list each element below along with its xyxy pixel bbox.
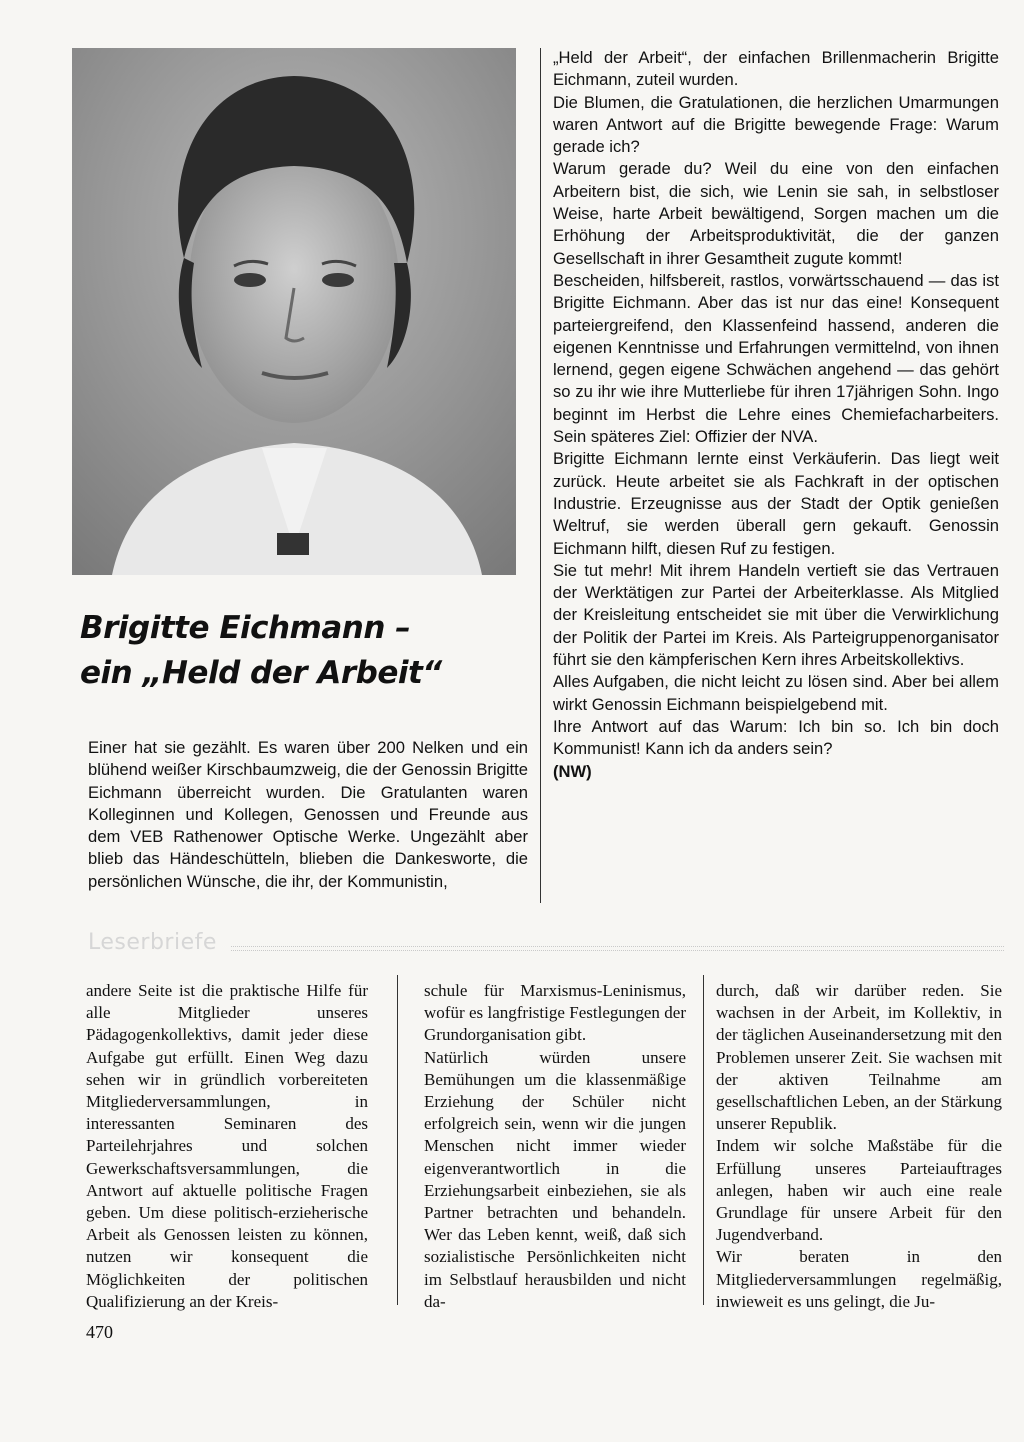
column-divider [540,48,541,903]
intro-paragraph: Einer hat sie gezählt. Es waren über 200 Nelken und ein blühend weißer Kirschbaumzweig, die der Genossin Brigitte Eichmann überreicht wurden. Die Gratulanten waren Kolleginnen und Kollegen, Genossen und Freunde aus dem VEB Rathenower Optische Werke. Ungezählt aber blieb das Händeschütteln, blieben die Dankesworte, die persönlichen Wünsche, die ihr, der Kommunistin, [88,738,528,891]
headline-line-2: ein „Held der Arbeit“ [80,655,442,691]
paragraph: Indem wir solche Maßstäbe für die Erfüllung unseres Parteiauftrages anlegen, haben wir auch eine reale Grundlage für unsere Arbeit für den Jugendverband. [716,1136,1002,1245]
paragraph: durch, daß wir darüber reden. Sie wachsen in der Arbeit, im Kollektiv, in der täglichen Auseinandersetzung mit den Problemen unserer Zeit. Sie wachsen mit der aktiven Teilnahme am gesellschaftlichen Leben, an der Stärkung unserer Republik. [716,981,1002,1134]
article-right-column [553,47,999,783]
bottom-column-3 [716,980,1002,1313]
page-number: 470 [86,1322,113,1342]
paragraph: andere Seite ist die praktische Hilfe für alle Mitglieder unseres Pädagogenkollektivs, damit jeder diese Aufgabe gut erfüllt. Einen Weg dazu sehen wir in gründlich vorbereiteten Mitgliederversammlungen, in interessanten Seminaren des Parteilehrjahres und solchen Gewerkschaftsversammlungen, die Antwort auf aktuelle politische Fragen geben. Um diese politisch-erzieherische Arbeit als Genossen leisten zu können, nutzen wir konsequent die Möglichkeiten der politischen Qualifizierung an der Kreis- [86,981,368,1311]
article-headline [80,606,520,696]
paragraph: Bescheiden, hilfsbereit, rastlos, vorwärtsschauend — das ist Brigitte Eichmann. Aber das ist nur das eine! Konsequent parteiergreifend, den Klassenfeind hassend, anderen die eigenen Kenntnisse und Erfahrungen vermittelnd, von ihnen lernend, gegen eigene Schwächen angehend — das gehört so zu ihr wie ihre Mutterliebe für ihren 17jährigen Sohn. Ingo beginnt im Herbst die Lehre eines Chemiefacharbeiters. Sein späteres Ziel: Offizier der NVA. [553,270,999,447]
paragraph: Wir beraten in den Mitgliederversammlungen regelmäßig, inwieweit es uns gelingt, die Ju- [716,1247,1002,1311]
portrait-photo [72,48,516,575]
section-label: Leserbriefe [88,930,217,955]
paragraph: Die Blumen, die Gratulationen, die herzlichen Umarmungen waren Antwort auf die Brigitte bewegende Frage: Warum gerade ich? [553,92,999,157]
portrait-illustration [72,48,516,575]
column-divider [703,975,704,1305]
headline-line-1: Brigitte Eichmann – [80,610,411,646]
paragraph: Sie tut mehr! Mit ihrem Handeln vertieft sie das Vertrauen der Werktätigen zur Partei der Arbeiterklasse. Als Mitglied der Kreisleitung entscheidet sie mit über die Verwirklichung der Politik der Partei im Kreis. Als Parteigruppenorganisator führt sie den kämpferischen Kern ihres Arbeitskollektivs. [553,560,999,670]
section-header [86,930,1004,960]
paragraph: Brigitte Eichmann lernte einst Verkäuferin. Das liegt weit zurück. Heute arbeitet sie als Fachkraft in der optischen Industrie. Erzeugnisse aus der Stadt der Optik genießen Weltruf, sie werden überall gern gekauft. Genossin Eichmann hilft, diesen Ruf zu festigen. [553,449,999,558]
paragraph: Alles Aufgaben, die nicht leicht zu lösen sind. Aber bei allem wirkt Genossin Eichmann beispielgebend mit. [553,672,999,714]
author-signature: (NW) [553,761,592,781]
column-divider [397,975,398,1305]
paragraph: Warum gerade du? Weil du eine von den einfachen Arbeitern bist, die sich, wie Lenin sie sah, in selbstloser Weise, harte Arbeit bewältigend, Sorgen machen um die Erhöhung der Arbeitsproduktivität, die der ganzen Gesellschaft in ihrer Gesamtheit zugute kommt! [553,159,999,268]
paragraph: schule für Marxismus-Leninismus, wofür es langfristige Festlegungen der Grundorganisation gibt. [424,981,686,1045]
paragraph: „Held der Arbeit“, der einfachen Brillenmacherin Brigitte Eichmann, zuteil wurden. [553,48,999,90]
bottom-column-1 [86,980,368,1313]
paragraph: Natürlich würden unsere Bemühungen um die klassenmäßige Erziehung der Schüler nicht erfolgreich sein, wenn wir die jungen Menschen nicht immer wieder eigenverantwortlich in die Erziehungsarbeit einbeziehen, sie als Partner betrachten und behandeln. Wer das Leben kennt, weiß, daß sich sozialistische Persönlichkeiten nicht im Selbstlauf herausbilden und nicht da- [424,1047,686,1311]
paragraph: Ihre Antwort auf das Warum: Ich bin so. Ich bin doch Kommunist! Kann ich da anders sein? [553,716,999,759]
bottom-column-2 [424,980,686,1313]
section-rule [231,946,1004,951]
